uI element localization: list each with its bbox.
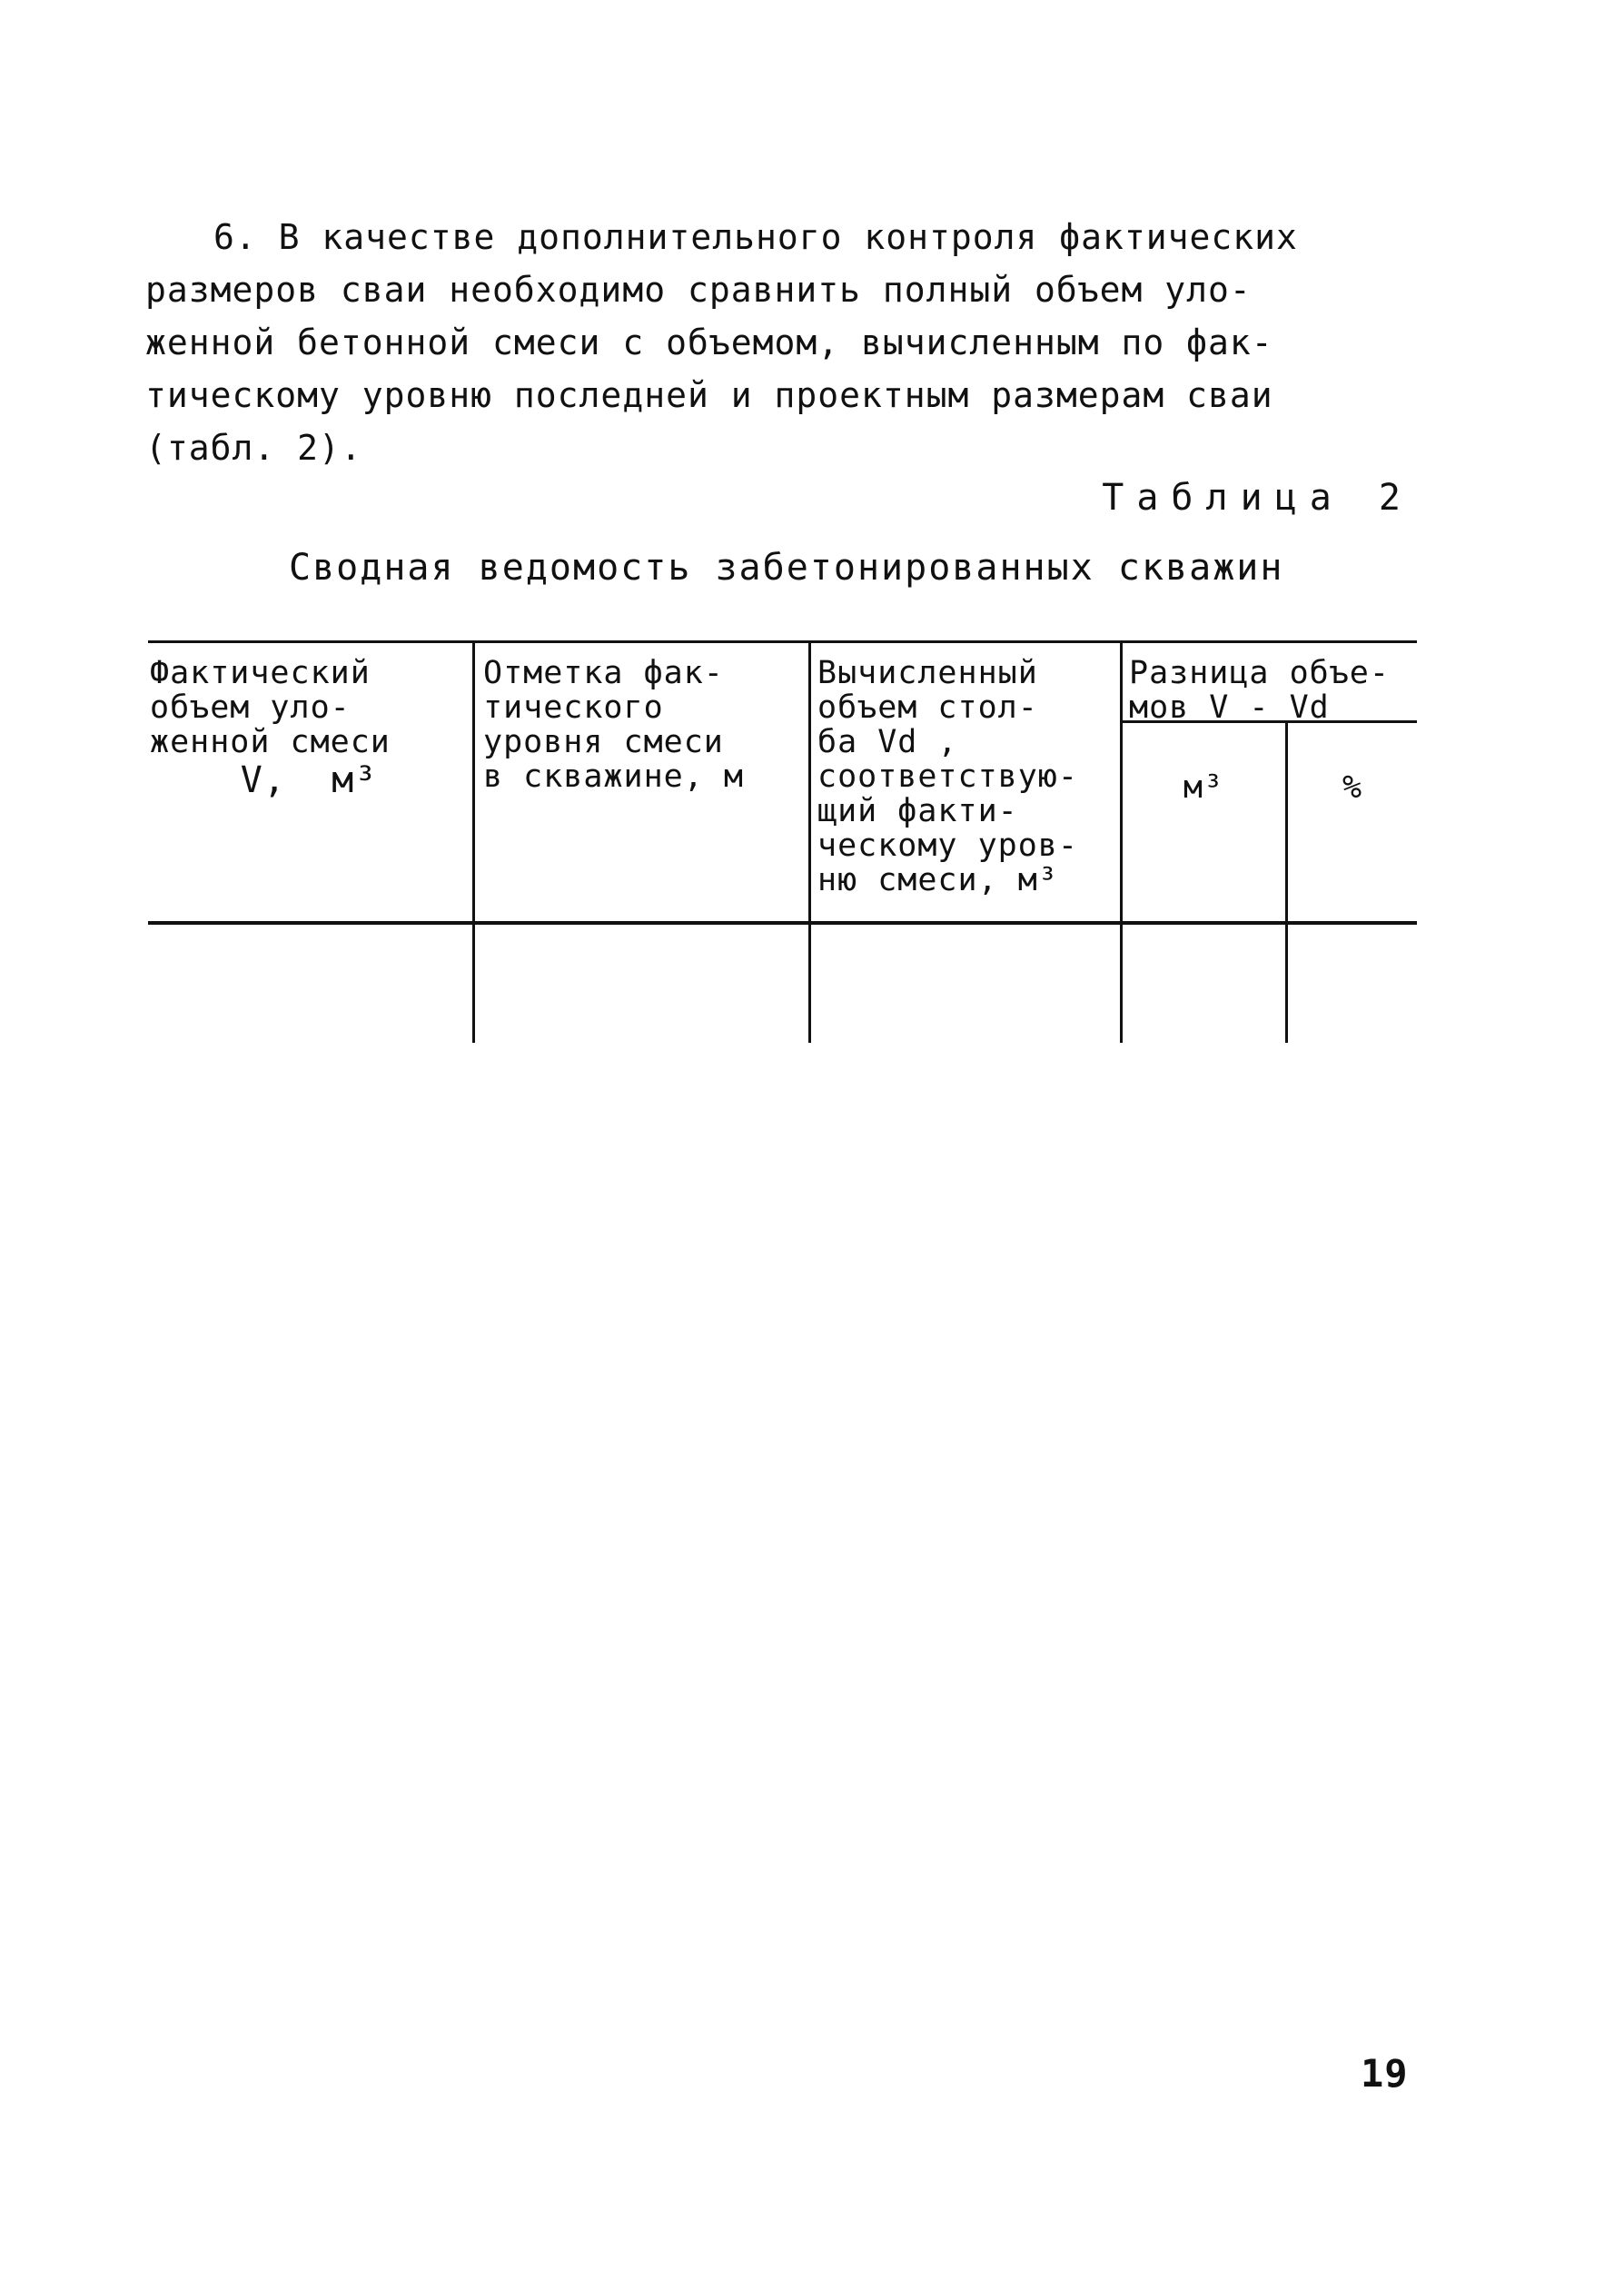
- table-top-rule: [148, 640, 1417, 643]
- paragraph-line: размеров сваи необходимо сравнить полный объем уло-: [145, 270, 1252, 310]
- header-line: Фактический: [150, 655, 371, 691]
- column-header-volume-difference: [1129, 656, 1415, 725]
- column-header-mix-level: [483, 656, 806, 794]
- header-line: Отметка фак-: [483, 655, 724, 691]
- header-line: объем стол-: [817, 689, 1038, 726]
- subcolumn-header-percent: %: [1342, 769, 1363, 806]
- paragraph-line: женной бетонной смеси с объемом, вычисленным по фак-: [145, 322, 1273, 362]
- header-line: Вычисленный: [817, 655, 1038, 691]
- header-line: женной смеси: [150, 724, 391, 760]
- header-line: ческому уров-: [817, 828, 1078, 864]
- paragraph-line: тическому уровню последней и проектным размерам сваи: [145, 375, 1273, 415]
- header-line: тического: [483, 689, 664, 726]
- subcolumn-header-cubic-meters: м³: [1183, 769, 1224, 806]
- header-line: уровня смеси: [483, 724, 724, 760]
- paragraph-line: 6. В качестве дополнительного контроля фактических: [213, 217, 1298, 257]
- header-bottom-rule: [148, 921, 1417, 925]
- header-line: Разница объе-: [1129, 655, 1390, 691]
- header-line: объем уло-: [150, 689, 351, 726]
- table-number-label: Таблица 2: [1102, 477, 1413, 519]
- column-divider: [808, 643, 811, 1043]
- paragraph-line: (табл. 2).: [145, 428, 362, 468]
- column-header-actual-volume: [150, 656, 468, 801]
- header-line: в скважине, м: [483, 758, 744, 795]
- header-line: ню смеси, м³: [817, 862, 1058, 898]
- table-title: Сводная ведомость забетонированных скважин: [289, 547, 1284, 589]
- header-line: соответствую-: [817, 758, 1078, 795]
- header-line: V, м³: [240, 759, 378, 801]
- paragraph: [145, 211, 1417, 474]
- header-line: мов V - Vd: [1129, 689, 1330, 726]
- header-line: щий факти-: [817, 793, 1018, 829]
- column-divider: [472, 643, 475, 1043]
- header-line: ба Vd ,: [817, 724, 958, 760]
- column-header-computed-volume: [817, 656, 1122, 897]
- page-number: 19: [1361, 2051, 1409, 2096]
